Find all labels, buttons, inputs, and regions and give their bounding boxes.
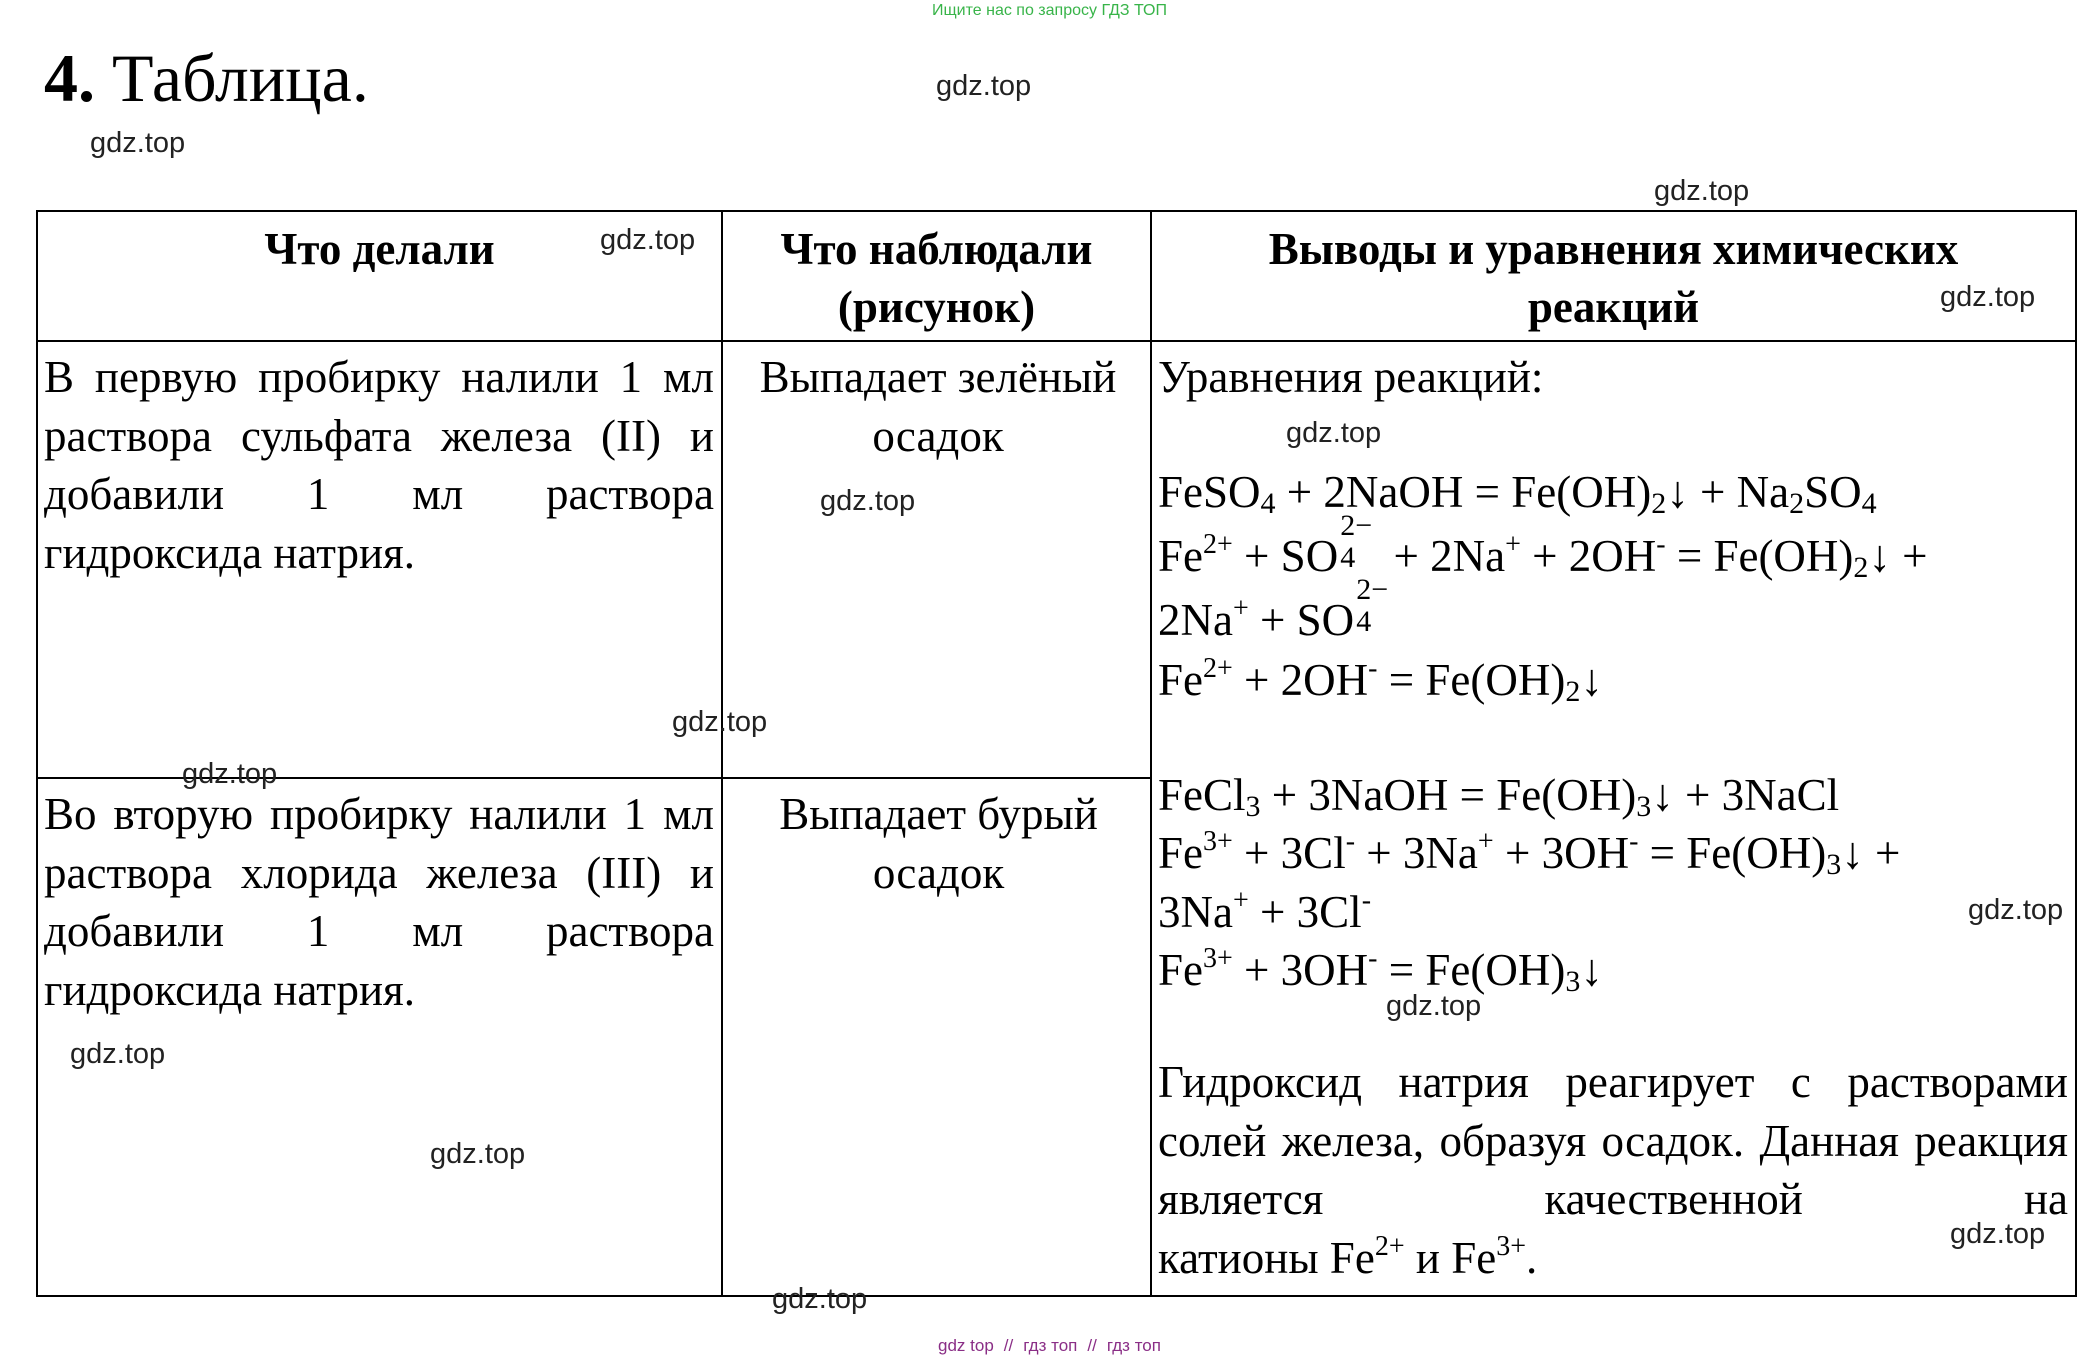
table-border-bottom <box>36 1295 2077 1297</box>
header-divider <box>36 340 2077 342</box>
equation-fe2-ionic-full-line1: $Fe^{2+}$ + SO 2− 4 + $2Na^+ + 2OH^- = Fe(OH)_2↓$ + <box>1158 509 1928 584</box>
experiment-table <box>36 210 2077 1297</box>
watermark: gdz.top <box>1950 1218 2046 1250</box>
watermark: gdz.top <box>70 1038 166 1070</box>
task-title: Таблица. <box>112 40 369 116</box>
equation-fe3-molecular: FeCl$_3$ + 3NaOH = $Fe(OH)_3↓$ + 3NaCl <box>1158 770 1840 823</box>
row1-observation: Выпадает зелёный осадок <box>759 352 1117 461</box>
watermark: gdz.top <box>182 758 278 790</box>
watermark: gdz.top <box>1968 894 2064 926</box>
equation-fe2-molecular: FeSO$_4$ + 2NaOH = $Fe(OH)_2↓ + Na_2SO_4$ <box>1158 467 1877 520</box>
conclusion-summary <box>1158 1053 2068 1287</box>
watermark: gdz.top <box>672 706 768 738</box>
column-divider-2 <box>1150 210 1152 1297</box>
watermark: gdz.top <box>90 127 186 159</box>
column-divider-1 <box>721 210 723 1297</box>
equation-fe3-ionic-full-line2: 3Na+ + 3Cl- <box>1158 885 1372 937</box>
watermark: gdz.top <box>820 485 916 517</box>
footer-links: gdz top // гдз топ // гдз топ <box>938 1336 1161 1355</box>
header-observations: Что наблюдали (рисунок) <box>780 224 1093 332</box>
conclusion-cations: катионы $Fe^{2+}$ и $Fe^{3+}$. <box>1158 1230 1538 1283</box>
watermark: gdz.top <box>1386 990 1482 1022</box>
table-border-top <box>36 210 2077 212</box>
watermark: gdz.top <box>1940 281 2036 313</box>
watermark: gdz.top <box>1286 417 1382 449</box>
table-border-left <box>36 210 38 1297</box>
task-number: 4. <box>44 40 95 116</box>
sulfate-ion-indices: 2− 4 <box>1340 509 1373 574</box>
page-title <box>44 38 369 120</box>
equations-label: Уравнения реакций: <box>1158 352 1544 402</box>
equation-fe2-ionic-full-line2: 2Na+ + SO 2− 4 <box>1158 590 1398 650</box>
watermark: gdz.top <box>1654 175 1750 207</box>
header-conclusions: Выводы и уравнения химических реакций <box>1268 224 1959 332</box>
equation-fe3-ionic-full-line1: $Fe^{3+} + 3Cl^- + 3Na^+ + 3OH^-$ = $Fe(OH)_3↓$ + <box>1158 826 1901 881</box>
equation-fe2-ionic-short: $Fe^{2+} + 2OH^-$ = $Fe(OH)_2↓$ <box>1158 653 1603 708</box>
watermark: gdz.top <box>600 224 696 256</box>
search-hint-banner: Ищите нас по запросу ГДЗ ТОП <box>932 2 1167 19</box>
watermark: gdz.top <box>936 70 1032 102</box>
watermark: gdz.top <box>772 1283 868 1315</box>
equation-fe3-ionic-short: $Fe^{3+} + 3OH^-$ = $Fe(OH)_3↓$ <box>1158 943 1603 998</box>
sulfate-ion-indices: 2− 4 <box>1356 573 1389 638</box>
header-actions: Что делали <box>264 224 495 274</box>
row2-observation: Выпадает бурый осадок <box>779 789 1098 898</box>
table-border-right <box>2075 210 2077 1297</box>
watermark: gdz.top <box>430 1138 526 1170</box>
row2-action: Во вторую пробирку налили 1 мл раствора хлорида железа (III) и добавили 1 мл раствора гидроксида натрия. <box>44 789 714 1015</box>
conclusion-text: Гидроксид натрия реагирует с растворами солей железа, образуя осадок. Данная реакция является качественной на <box>1158 1057 2068 1224</box>
row1-action: В первую пробирку налили 1 мл раствора сульфата железа (II) и добавили 1 мл раствора гидроксида натрия. <box>44 352 714 578</box>
